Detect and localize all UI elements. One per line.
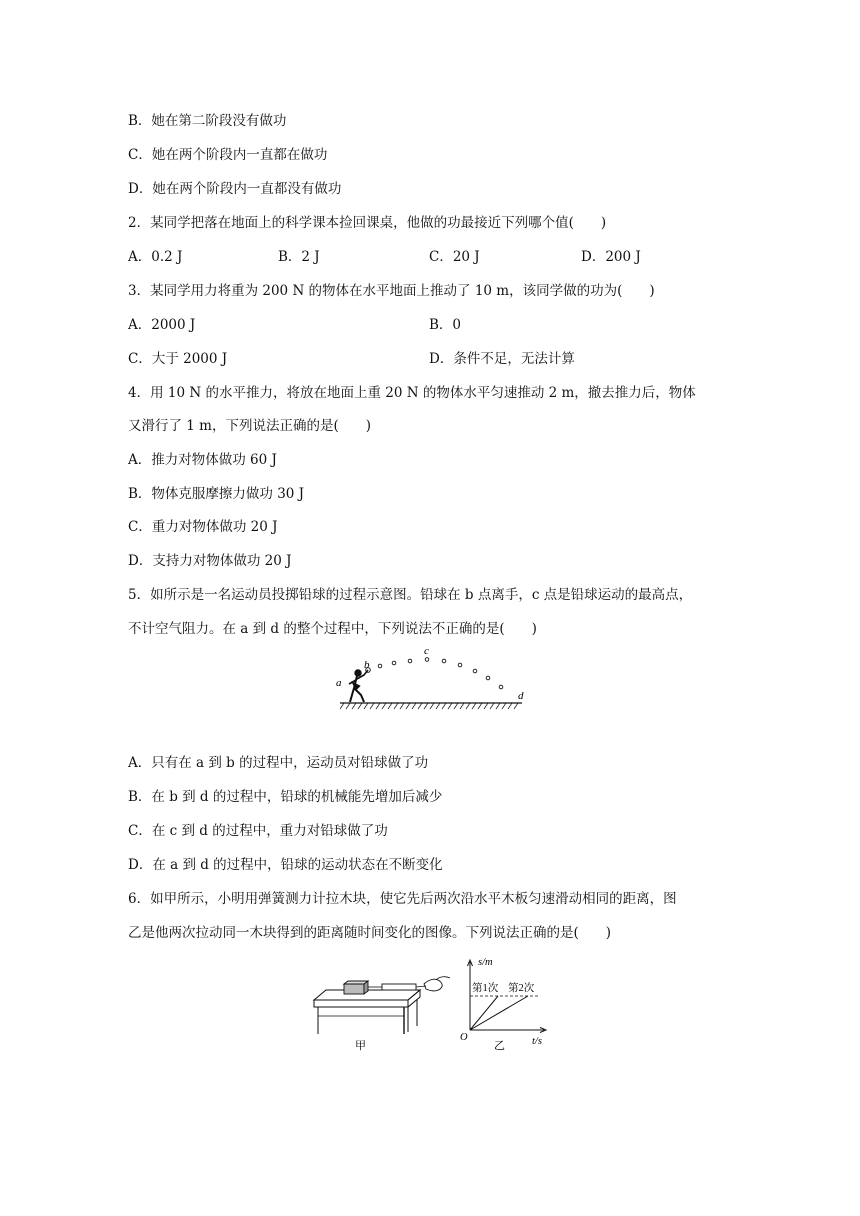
line-first-trial <box>470 996 498 1030</box>
y-axis-label: s/m <box>478 957 493 968</box>
q1-option-c: C．她在两个阶段内一直都在做功 <box>128 147 328 163</box>
q3-option-a: A．2000 J <box>128 317 196 333</box>
q5-option-c: C．在 c 到 d 的过程中，重力对铅球做了功 <box>128 823 388 839</box>
label-b: b <box>364 659 370 671</box>
q4-option-c: C．重力对物体做功 20 J <box>128 519 278 535</box>
figure-jia-table <box>310 972 460 1052</box>
q5-option-a: A．只有在 a 到 b 的过程中，运动员对铅球做了功 <box>128 755 429 771</box>
q4-stem-line1: 4．用 10 N 的水平推力，将放在地面上重 20 N 的物体水平匀速推动 2 m，撤去推力后，物体 <box>128 385 696 401</box>
x-axis-label: t/s <box>532 1036 542 1047</box>
figure-yi-graph <box>458 956 568 1056</box>
spring-scale <box>368 984 426 990</box>
ground-hatching <box>340 703 518 709</box>
q2-stem: 2．某同学把落在地面上的科学课本捡回课桌，他做的功最接近下列哪个值( ) <box>128 215 607 231</box>
fig-yi-caption: 乙 <box>494 1040 505 1052</box>
q4-option-b: B．物体克服摩擦力做功 30 J <box>128 486 305 502</box>
label-c: c <box>424 645 429 657</box>
q1-option-d: D．她在两个阶段内一直都没有做功 <box>128 181 342 197</box>
q2-option-b: B．2 J <box>278 249 320 265</box>
origin-label: O <box>460 1032 468 1043</box>
wooden-block <box>344 981 368 994</box>
q3-option-c: C．大于 2000 J <box>128 351 228 367</box>
q2-option-a: A．0.2 J <box>128 249 183 265</box>
trajectory-balls <box>366 658 503 689</box>
label-d: d <box>518 690 524 702</box>
line1-label: 第1次 <box>472 983 499 994</box>
q3-stem: 3．某同学用力将重为 200 N 的物体在水平地面上推动了 10 m，该同学做的功为( ) <box>128 283 655 299</box>
line-second-trial <box>470 996 528 1030</box>
athlete-figure <box>349 670 368 702</box>
q4-option-a: A．推力对物体做功 60 J <box>128 452 277 468</box>
q4-option-d: D．支持力对物体做功 20 J <box>128 553 292 569</box>
q6-stem-line1: 6．如甲所示，小明用弹簧测力计拉木块，使它先后两次沿水平木板匀速滑动相同的距离，图 <box>128 891 677 907</box>
q3-option-b: B．0 <box>429 317 462 333</box>
label-a: a <box>336 677 342 689</box>
shot-put-figure <box>330 640 530 715</box>
q5-stem-line1: 5．如所示是一名运动员投掷铅球的过程示意图。铅球在 b 点离手，c 点是铅球运动的最高点， <box>128 587 693 603</box>
q3-option-d: D．条件不足，无法计算 <box>429 351 575 367</box>
q4-stem-line2: 又滑行了 1 m，下列说法正确的是( ) <box>128 418 372 434</box>
q2-option-c: C．20 J <box>429 249 480 265</box>
hand-icon <box>424 979 442 991</box>
q5-option-b: B．在 b 到 d 的过程中，铅球的机械能先增加后减少 <box>128 789 443 805</box>
q6-stem-line2: 乙是他两次拉动同一木块得到的距离随时间变化的图像。下列说法正确的是( ) <box>128 925 612 941</box>
q5-stem-line2: 不计空气阻力。在 a 到 d 的整个过程中，下列说法不正确的是( ) <box>128 621 537 637</box>
line2-label: 第2次 <box>508 983 535 994</box>
fig-jia-caption: 甲 <box>355 1040 366 1052</box>
q2-option-d: D．200 J <box>581 249 641 265</box>
q1-option-b: B．她在第二阶段没有做功 <box>128 113 287 129</box>
q5-option-d: D．在 a 到 d 的过程中，铅球的运动状态在不断变化 <box>128 857 443 873</box>
